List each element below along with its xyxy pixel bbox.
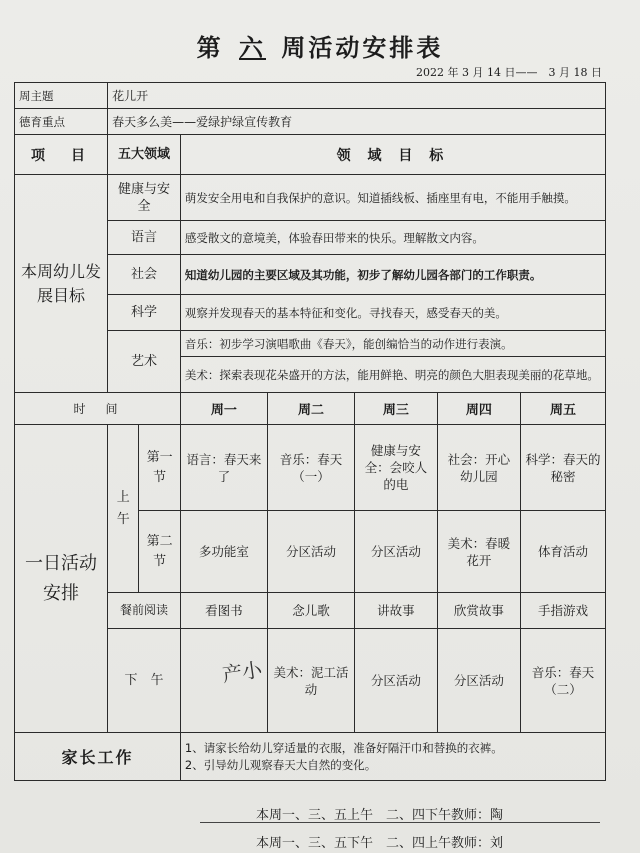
schedule-table — [14, 82, 606, 781]
day-mon: 周一 — [180, 393, 267, 425]
page-title — [0, 28, 640, 63]
parent-work-item: 2、引导幼儿观察春天大自然的变化。 — [184, 757, 377, 772]
weekly-goals-label: 本周幼儿发展目标 — [15, 175, 108, 393]
second-session-label: 第二节 — [139, 511, 180, 593]
item-header: 项 目 — [15, 135, 108, 175]
moral-row — [15, 109, 606, 135]
date-range: 2022 年 3 月 14 日—— 3 月 18 日 — [416, 66, 602, 79]
parent-work-item: 1、请家长给幼儿穿适量的衣服，准备好隔汗巾和替换的衣裤。 — [184, 740, 503, 755]
activity-cell: 科学：春天的秘密 — [520, 425, 605, 511]
activity-cell: 分区活动 — [437, 629, 520, 733]
teacher-note-1: 本周一、三、五上午 二、四下午教师：陶 — [256, 808, 504, 823]
parent-work-content — [180, 733, 605, 781]
goal-art-music: 音乐：初步学习演唱歌曲《春天》，能创编恰当的动作进行表演。 — [180, 331, 605, 357]
reading-cell: 看图书 — [180, 593, 267, 629]
daily-schedule-label: 一日活动安排 — [15, 425, 108, 733]
reading-cell: 讲故事 — [354, 593, 437, 629]
domain-social: 社会 — [108, 255, 181, 295]
goal-science: 观察并发现春天的基本特征和变化。寻找春天，感受春天的美。 — [180, 295, 605, 331]
domain-art: 艺术 — [108, 331, 181, 393]
first-session-label: 第一节 — [139, 425, 180, 511]
activity-cell: 语言：春天来了 — [180, 425, 267, 511]
activity-cell: 体育活动 — [520, 511, 605, 593]
time-header-row — [15, 393, 606, 425]
reading-cell: 欣赏故事 — [437, 593, 520, 629]
activity-cell: 美术：春暖花开 — [437, 511, 520, 593]
goal-health: 萌发安全用电和自我保护的意识。知道插线板、插座里有电，不能用手触摸。 — [180, 175, 605, 221]
theme-label: 周主题 — [15, 83, 108, 109]
teacher-note-2: 本周一、三、五下午 二、四上午教师：刘 — [256, 836, 504, 851]
domains-header: 五大领域 — [108, 135, 181, 175]
activity-cell: 多功能室 — [180, 511, 267, 593]
activity-cell: 健康与安全：会咬人的电 — [354, 425, 437, 511]
reading-cell: 手指游戏 — [520, 593, 605, 629]
goal-row — [15, 175, 606, 221]
handwritten-signature: 产小 — [220, 657, 264, 687]
goals-header: 领 域 目 标 — [180, 135, 605, 175]
parent-work-row — [15, 733, 606, 781]
day-fri: 周五 — [520, 393, 605, 425]
activity-cell: 音乐：春天（一） — [267, 425, 354, 511]
domain-health: 健康与安全 — [108, 175, 181, 221]
activity-cell: 分区活动 — [354, 629, 437, 733]
afternoon-label: 下 午 — [108, 629, 181, 733]
moral-label: 德育重点 — [15, 109, 108, 135]
theme-row — [15, 83, 606, 109]
title-week-number: 六 — [239, 33, 266, 62]
moral-value: 春天多么美——爱绿护绿宣传教育 — [108, 109, 606, 135]
title-prefix: 第 — [196, 33, 224, 62]
first-session-row — [15, 425, 606, 511]
domain-language: 语言 — [108, 221, 181, 255]
day-wed: 周三 — [354, 393, 437, 425]
activity-cell: 分区活动 — [267, 511, 354, 593]
time-label: 时 间 — [15, 393, 181, 425]
theme-value: 花儿开 — [108, 83, 606, 109]
reading-cell: 念儿歌 — [267, 593, 354, 629]
domain-science: 科学 — [108, 295, 181, 331]
goal-art-fine: 美术：探索表现花朵盛开的方法，能用鲜艳、明亮的颜色大胆表现美丽的花草地。 — [180, 357, 605, 393]
day-thu: 周四 — [437, 393, 520, 425]
goal-language: 感受散文的意境美，体验春田带来的快乐。理解散文内容。 — [180, 221, 605, 255]
activity-cell: 音乐：春天（二） — [520, 629, 605, 733]
activity-cell: 分区活动 — [354, 511, 437, 593]
day-tue: 周二 — [267, 393, 354, 425]
morning-label: 上午 — [108, 425, 139, 593]
activity-cell: 社会：开心幼儿园 — [437, 425, 520, 511]
parent-work-label: 家长工作 — [15, 733, 181, 781]
title-suffix: 周活动安排表 — [281, 33, 444, 62]
goal-social: 知道幼儿园的主要区域及其功能，初步了解幼儿园各部门的工作职责。 — [180, 255, 605, 295]
activity-cell: 美术：泥工活动 — [267, 629, 354, 733]
goals-header-row — [15, 135, 606, 175]
footer-divider — [200, 822, 600, 823]
reading-label: 餐前阅读 — [108, 593, 181, 629]
